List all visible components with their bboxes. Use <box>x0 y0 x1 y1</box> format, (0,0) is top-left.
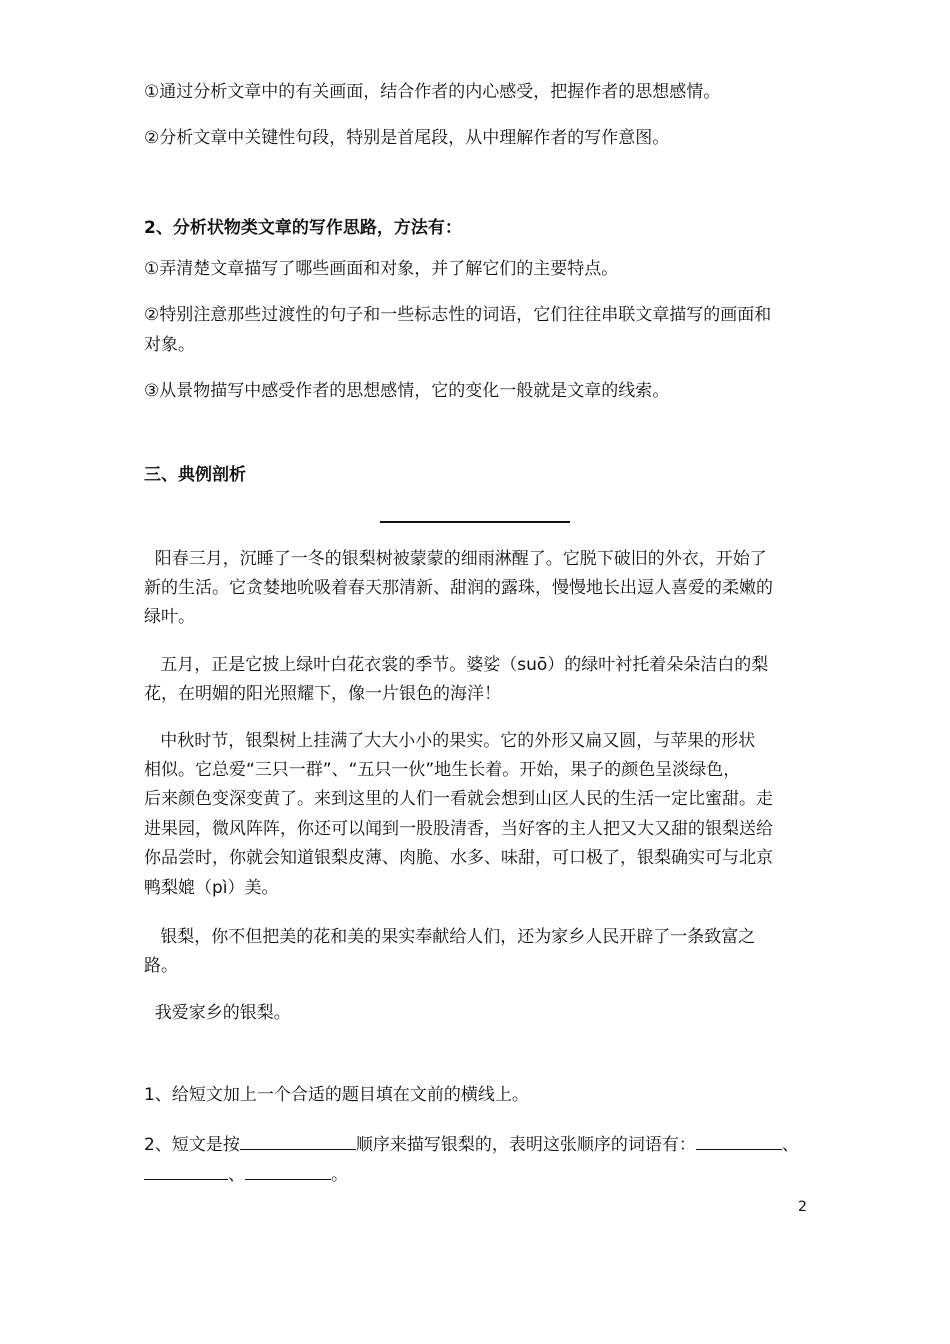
answer-blank-word-3[interactable] <box>245 1163 331 1180</box>
passage-p5: 我爱家乡的银梨。 <box>144 1003 291 1023</box>
answer-blank-word-2[interactable] <box>144 1163 228 1180</box>
question-2-text-b: 顺序来描写银梨的，表明这张顺序的词语有： <box>355 1135 696 1155</box>
section-3-heading: 三、典例剖析 <box>144 465 246 485</box>
question-2-sep-1: 、 <box>781 1135 799 1155</box>
answer-blank-order[interactable] <box>240 1133 356 1150</box>
passage-p1-line-2: 新的生活。它贪婪地吮吸着春天那清新、甜润的露珠，慢慢地长出逗人喜爱的柔嫩的 <box>144 578 773 598</box>
passage-p2-line-2: 花，在明媚的阳光照耀下，像一片银色的海洋！ <box>144 684 501 704</box>
passage-p3-line-5: 你品尝时，你就会知道银梨皮薄、肉脆、水多、味甜，可口极了，银梨确实可与北京 <box>144 848 773 868</box>
method-item-1: ①通过分析文章中的有关画面，结合作者的内心感受，把握作者的思想感情。 <box>144 82 721 102</box>
passage-p3-line-4: 进果园，微风阵阵，你还可以闻到一股股清香，当好客的主人把又大又甜的银梨送给 <box>144 819 773 839</box>
question-2-text-a: 2、短文是按 <box>144 1135 240 1155</box>
question-1: 1、给短文加上一个合适的题目填在文前的横线上。 <box>144 1085 529 1105</box>
question-2-line-2 <box>144 1163 348 1185</box>
passage-p3-line-6: 鸭梨媲（pì）美。 <box>144 878 279 898</box>
question-2-end: 。 <box>331 1165 348 1185</box>
passage-p4-line-1: 银梨，你不但把美的花和美的果实奉献给人们，还为家乡人民开辟了一条致富之 <box>144 927 756 947</box>
question-2-sep-2: 、 <box>228 1165 245 1185</box>
question-2-line-1 <box>144 1133 799 1155</box>
section-2-item-2-line-1: ②特别注意那些过渡性的句子和一些标志性的词语，它们往往串联文章描写的画面和 <box>144 305 772 325</box>
method-item-2: ②分析文章中关键性句段，特别是首尾段，从中理解作者的写作意图。 <box>144 128 670 148</box>
passage-p3-line-1: 中秋时节，银梨树上挂满了大大小小的果实。它的外形又扁又圆，与苹果的形状 <box>144 731 756 751</box>
answer-blank-word-1[interactable] <box>696 1133 782 1150</box>
passage-p1-line-3: 绿叶。 <box>144 607 195 627</box>
passage-p4-line-2: 路。 <box>144 956 178 976</box>
passage-p3-line-3: 后来颜色变深变黄了。来到这里的人们一看就会想到山区人民的生活一定比蜜甜。走 <box>144 789 773 809</box>
section-2-item-3: ③从景物描写中感受作者的思想感情，它的变化一般就是文章的线索。 <box>144 381 670 401</box>
section-2-heading: 2、分析状物类文章的写作思路，方法有： <box>144 218 462 238</box>
passage-p1-line-1: 阳春三月，沉睡了一冬的银梨树被蒙蒙的细雨淋醒了。它脱下破旧的外衣，开始了 <box>144 549 767 569</box>
page-number: 2 <box>798 1199 807 1215</box>
section-2-item-1: ①弄清楚文章描写了哪些画面和对象，并了解它们的主要特点。 <box>144 259 619 279</box>
title-blank-line <box>380 521 570 523</box>
section-2-item-2-line-2: 对象。 <box>144 335 195 355</box>
passage-p3-line-2: 相似。它总爱“三只一群”、“五只一伙”地生长着。开始，果子的颜色呈淡绿色， <box>144 760 741 780</box>
passage-p2-line-1: 五月，正是它披上绿叶白花衣裳的季节。婆娑（suō）的绿叶衬托着朵朵洁白的梨 <box>144 655 769 675</box>
